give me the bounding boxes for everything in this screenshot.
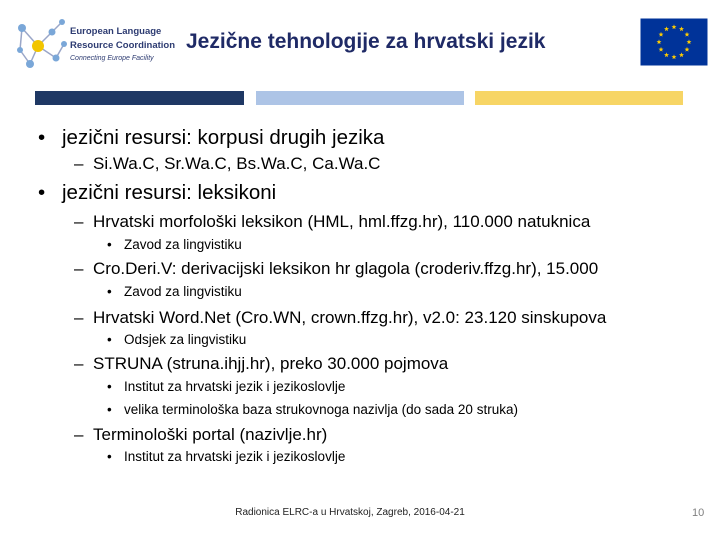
bullet-level-2: Terminološki portal (nazivlje.hr)	[93, 425, 328, 444]
bullet-level-2: Hrvatski morfološki leksikon (HML, hml.ffzg.hr), 110.000 natuknica	[93, 212, 591, 231]
bullet-level-3: Zavod za lingvistiku	[124, 284, 242, 299]
slide-footer: Radionica ELRC-a u Hrvatskoj, Zagreb, 2016-04-21	[235, 507, 465, 518]
sub-bullet-marker: •	[107, 402, 112, 417]
sub-bullet-marker: •	[107, 379, 112, 394]
bullet-level-2: STRUNA (struna.ihjj.hr), preko 30.000 pojmova	[93, 354, 449, 373]
bullet-level-3: Odsjek za lingvistiku	[124, 332, 247, 347]
dash-marker: –	[74, 354, 84, 373]
elrc-network-icon	[12, 14, 70, 78]
sub-bullet-marker: •	[107, 284, 112, 299]
bullet-marker: •	[38, 126, 46, 149]
dash-marker: –	[74, 212, 84, 231]
header-bar-yellow	[475, 91, 683, 105]
dash-marker: –	[74, 259, 84, 278]
page-number: 10	[692, 507, 705, 519]
bullet-level-1: jezični resursi: leksikoni	[62, 181, 277, 204]
sub-bullet-marker: •	[107, 449, 112, 464]
bullet-level-3: Institut za hrvatski jezik i jezikoslovlje	[124, 449, 346, 464]
bullet-marker: •	[38, 181, 46, 204]
sub-bullet-marker: •	[107, 332, 112, 347]
logo-text-line-2: Resource Coordination	[70, 40, 176, 51]
header-bar-dark-blue	[35, 91, 244, 105]
eu-flag-icon	[640, 18, 708, 66]
bullet-level-2: Hrvatski Word.Net (Cro.WN, crown.ffzg.hr), v2.0: 23.120 sinskupova	[93, 308, 607, 327]
bullet-level-2: Si.Wa.C, Sr.Wa.C, Bs.Wa.C, Ca.Wa.C	[93, 154, 381, 173]
dash-marker: –	[74, 308, 84, 327]
logo-text-line-1: European Language	[70, 26, 162, 37]
elrc-logo	[12, 14, 176, 78]
header-bar-light-blue	[256, 91, 464, 105]
logo-tagline: Connecting Europe Facility	[70, 55, 154, 62]
sub-bullet-marker: •	[107, 237, 112, 252]
dash-marker: –	[74, 425, 84, 444]
slide-title: Jezične tehnologije za hrvatski jezik	[186, 30, 546, 53]
bullet-level-3: Zavod za lingvistiku	[124, 237, 242, 252]
bullet-level-1: jezični resursi: korpusi drugih jezika	[62, 126, 385, 149]
bullet-level-3: velika terminološka baza strukovnoga nazivlja (do sada 20 struka)	[124, 402, 518, 417]
bullet-level-3: Institut za hrvatski jezik i jezikoslovlje	[124, 379, 346, 394]
dash-marker: –	[74, 154, 84, 173]
bullet-level-2: Cro.Deri.V: derivacijski leksikon hr glagola (croderiv.ffzg.hr), 15.000	[93, 259, 599, 278]
